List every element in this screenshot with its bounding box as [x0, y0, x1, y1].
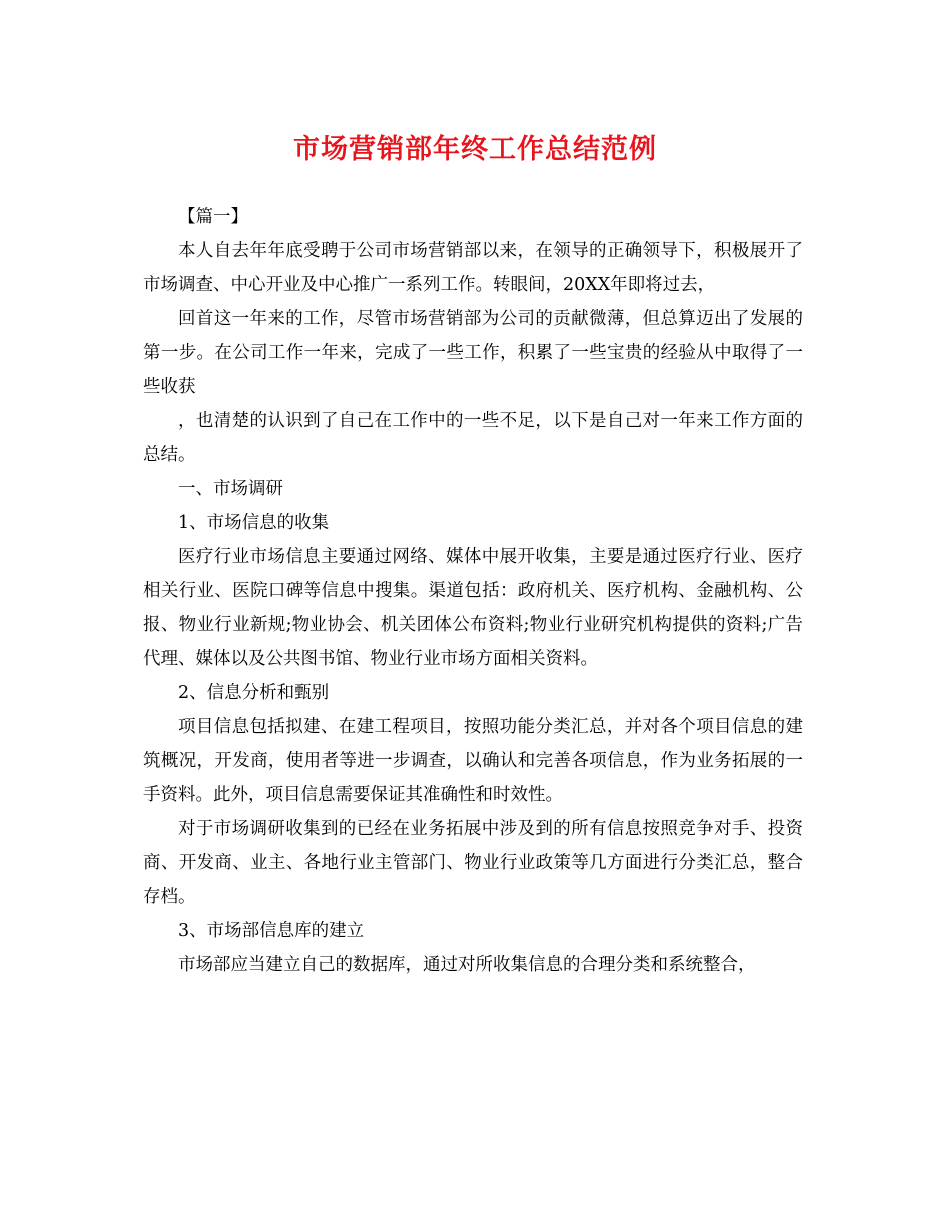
paragraph: 本人自去年年底受聘于公司市场营销部以来，在领导的正确领导下，积极展开了市场调查、中心开业及中心推广一系列工作。转眼间，20XX年即将过去，: [143, 241, 803, 295]
paragraph: 对于市场调研收集到的已经在业务拓展中涉及到的所有信息按照竞争对手、投资商、开发商、业主、各地行业主管部门、物业行业政策等几方面进行分类汇总，整合存档。: [143, 819, 803, 907]
paragraph: 回首这一年来的工作，尽管市场营销部为公司的贡献微薄，但总算迈出了发展的第一步。在公司工作一年来，完成了一些工作，积累了一些宝贵的经验从中取得了一些收获: [143, 309, 803, 397]
section-label: 【篇一】: [178, 207, 248, 227]
subsection-heading: 2、信息分析和甄别: [178, 683, 330, 703]
paragraph: 项目信息包括拟建、在建工程项目，按照功能分类汇总，并对各个项目信息的建筑概况，开发商，使用者等进一步调查，以确认和完善各项信息，作为业务拓展的一手资料。此外，项目信息需要保证其准确性和时效性。: [143, 717, 803, 805]
subsection-heading: 1、市场信息的收集: [178, 513, 330, 533]
document-body: [143, 200, 803, 982]
document-title: 市场营销部年终工作总结范例: [293, 134, 657, 165]
section-heading: 一、市场调研: [178, 479, 283, 499]
paragraph: 市场部应当建立自己的数据库，通过对所收集信息的合理分类和系统整合，: [178, 955, 756, 975]
subsection-heading: 3、市场部信息库的建立: [178, 921, 365, 941]
paragraph: ，也清楚的认识到了自己在工作中的一些不足，以下是自己对一年来工作方面的总结。: [143, 411, 803, 465]
paragraph: 医疗行业市场信息主要通过网络、媒体中展开收集，主要是通过医疗行业、医疗相关行业、医院口碑等信息中搜集。渠道包括：政府机关、医疗机构、金融机构、公报、物业行业新规;物业协会、机关团体公布资料;物业行业研究机构提供的资料;广告代理、媒体以及公共图书馆、物业行业市场方面相关资料。: [143, 547, 803, 669]
